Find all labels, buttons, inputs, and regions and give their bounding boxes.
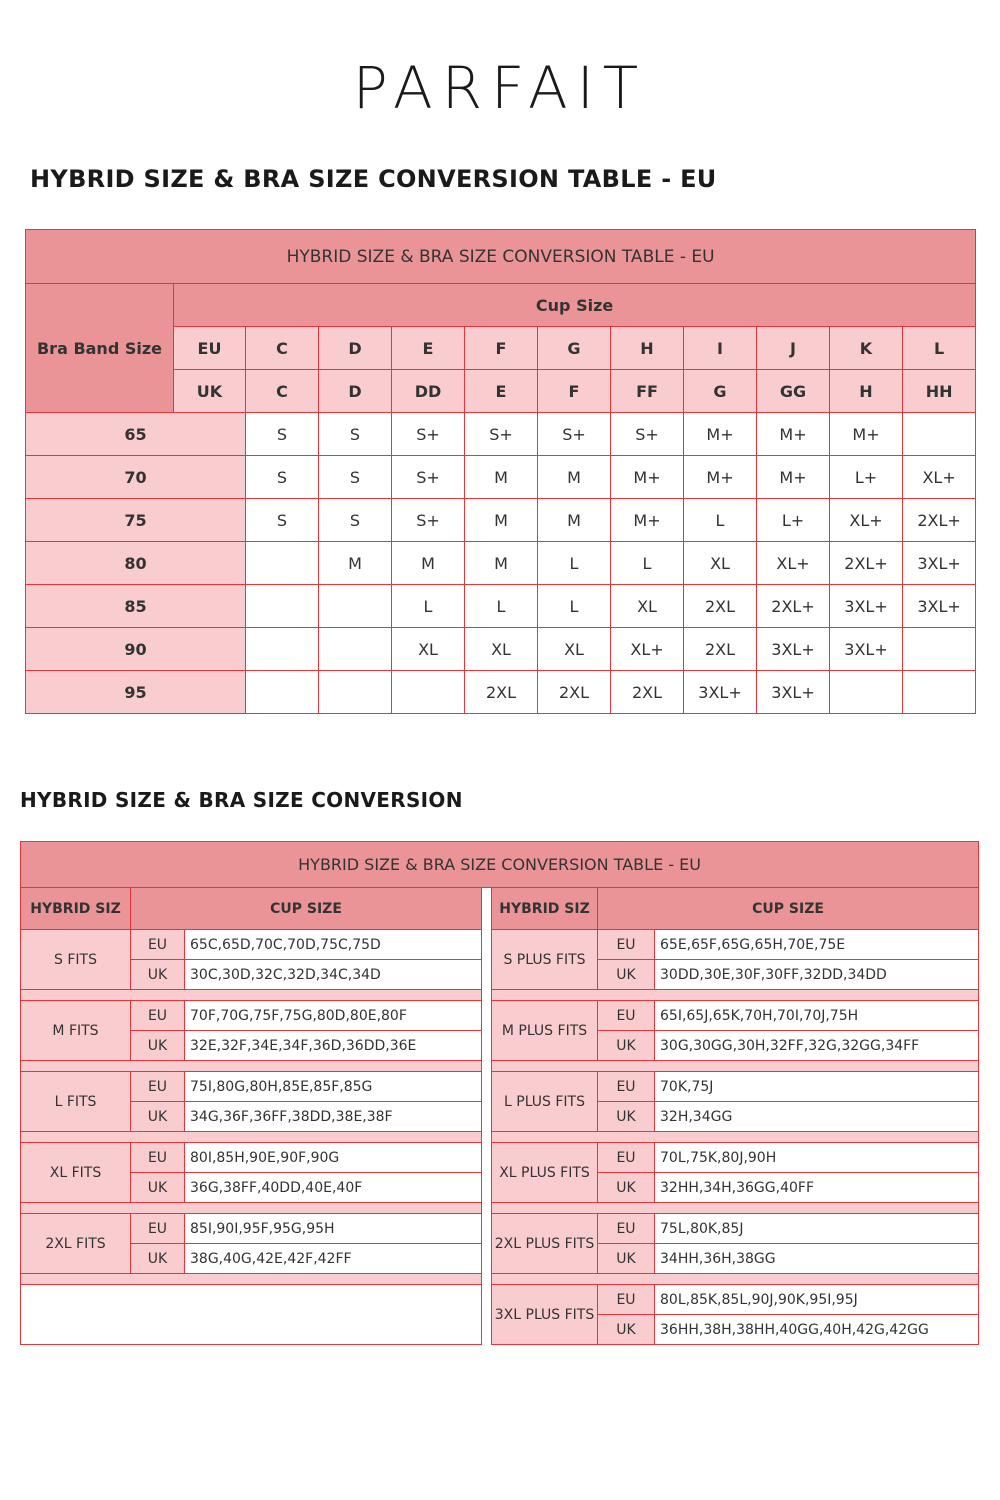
hybrid-size-cell: M+ — [684, 413, 757, 456]
fit-row-eu — [21, 1001, 979, 1031]
hybrid-size-cell: 2XL — [538, 671, 611, 714]
hybrid-size-cell: S — [246, 499, 319, 542]
hybrid-size-cell: S — [319, 499, 392, 542]
uk-cup-cell: F — [538, 370, 611, 413]
hybrid-size-cell: XL+ — [757, 542, 830, 585]
fit-row-eu — [21, 1143, 979, 1173]
band-size-label: 80 — [26, 542, 246, 585]
right-eu-label: EU — [598, 930, 655, 960]
right-uk-label: UK — [598, 1102, 655, 1132]
left-eu-sizes: 70F,70G,75F,75G,80D,80E,80F — [185, 1001, 482, 1031]
hybrid-size-cell — [246, 671, 319, 714]
left-fit-label: XL FITS — [21, 1143, 131, 1203]
fit-row-eu — [21, 1072, 979, 1102]
right-uk-label: UK — [598, 1244, 655, 1274]
fit-row-eu — [21, 1285, 979, 1315]
hybrid-size-cell: 2XL — [684, 585, 757, 628]
hybrid-size-cell: S+ — [611, 413, 684, 456]
column-gap — [482, 1102, 492, 1132]
band-size-label: 95 — [26, 671, 246, 714]
uk-cup-cell: E — [465, 370, 538, 413]
empty-block — [21, 1285, 482, 1345]
hybrid-size-cell: XL — [465, 628, 538, 671]
band-row — [26, 542, 976, 585]
hybrid-size-cell — [246, 585, 319, 628]
hybrid-size-cell: 2XL+ — [903, 499, 976, 542]
right-eu-sizes: 65I,65J,65K,70H,70I,70J,75H — [655, 1001, 979, 1031]
band-row — [26, 585, 976, 628]
column-gap — [482, 1132, 492, 1143]
hybrid-size-cell: S — [319, 413, 392, 456]
hybrid-size-cell: M — [465, 499, 538, 542]
eu-cup-cell: EU — [174, 327, 246, 370]
left-eu-sizes: 65C,65D,70C,70D,75C,75D — [185, 930, 482, 960]
hybrid-size-cell: S — [319, 456, 392, 499]
right-eu-sizes: 80L,85K,85L,90J,90K,95I,95J — [655, 1285, 979, 1315]
uk-cup-cell: DD — [392, 370, 465, 413]
hybrid-size-cell: S+ — [392, 456, 465, 499]
right-spacer — [492, 1203, 979, 1214]
brand-logo: PARFAIT — [352, 54, 648, 122]
hybrid-size-cell: L — [611, 542, 684, 585]
left-spacer — [21, 1061, 482, 1072]
eu-cup-cell: H — [611, 327, 684, 370]
right-fit-label: 2XL PLUS FITS — [492, 1214, 598, 1274]
left-spacer — [21, 1274, 482, 1285]
hybrid-size-cell: S+ — [538, 413, 611, 456]
hybrid-size-cell: XL — [538, 628, 611, 671]
right-eu-label: EU — [598, 1214, 655, 1244]
cup-size-header: Cup Size — [174, 284, 976, 327]
hybrid-size-cell — [903, 671, 976, 714]
uk-cup-cell: GG — [757, 370, 830, 413]
right-eu-sizes: 75L,80K,85J — [655, 1214, 979, 1244]
section-heading-2: HYBRID SIZE & BRA SIZE CONVERSION — [20, 788, 463, 812]
right-fit-label: 3XL PLUS FITS — [492, 1285, 598, 1345]
left-spacer — [21, 990, 482, 1001]
column-gap — [482, 1214, 492, 1244]
left-eu-sizes: 85I,90I,95F,95G,95H — [185, 1214, 482, 1244]
hybrid-size-cell: L — [465, 585, 538, 628]
hybrid-size-cell — [903, 628, 976, 671]
column-gap — [482, 930, 492, 960]
right-uk-sizes: 30G,30GG,30H,32FF,32G,32GG,34FF — [655, 1031, 979, 1061]
left-spacer — [21, 1203, 482, 1214]
right-eu-sizes: 65E,65F,65G,65H,70E,75E — [655, 930, 979, 960]
fit-row-eu — [21, 1214, 979, 1244]
eu-cup-cell: L — [903, 327, 976, 370]
hybrid-size-cell: M+ — [830, 413, 903, 456]
hybrid-size-cell: L+ — [830, 456, 903, 499]
left-uk-label: UK — [131, 1173, 185, 1203]
right-spacer — [492, 1132, 979, 1143]
left-uk-label: UK — [131, 1031, 185, 1061]
eu-cup-cell: E — [392, 327, 465, 370]
spacer-row — [21, 1061, 979, 1072]
hybrid-size-cell: S+ — [392, 413, 465, 456]
hybrid-size-cell: S — [246, 456, 319, 499]
left-uk-sizes: 36G,38FF,40DD,40E,40F — [185, 1173, 482, 1203]
column-gap — [482, 888, 492, 930]
hybrid-size-cell: L+ — [757, 499, 830, 542]
column-gap — [482, 1072, 492, 1102]
column-gap — [482, 1001, 492, 1031]
band-row — [26, 499, 976, 542]
eu-cup-cell: C — [246, 327, 319, 370]
right-uk-label: UK — [598, 960, 655, 990]
hybrid-size-cell: 2XL+ — [757, 585, 830, 628]
right-uk-sizes: 36HH,38H,38HH,40GG,40H,42G,42GG — [655, 1315, 979, 1345]
cup-size-header-right: CUP SIZE — [598, 888, 979, 930]
hybrid-size-cell: 2XL — [465, 671, 538, 714]
hybrid-size-cell: 2XL+ — [830, 542, 903, 585]
eu-cup-cell: D — [319, 327, 392, 370]
right-eu-label: EU — [598, 1072, 655, 1102]
right-uk-label: UK — [598, 1173, 655, 1203]
right-spacer — [492, 990, 979, 1001]
hybrid-size-cell: 3XL+ — [830, 585, 903, 628]
eu-cup-cell: J — [757, 327, 830, 370]
column-gap — [482, 990, 492, 1001]
uk-cup-cell: C — [246, 370, 319, 413]
band-size-label: 75 — [26, 499, 246, 542]
band-size-label: 65 — [26, 413, 246, 456]
column-gap — [482, 1173, 492, 1203]
hybrid-size-cell: M+ — [757, 456, 830, 499]
band-size-label: 90 — [26, 628, 246, 671]
band-size-label: 70 — [26, 456, 246, 499]
uk-cup-cell: G — [684, 370, 757, 413]
hybrid-size-cell: 3XL+ — [757, 671, 830, 714]
column-gap — [482, 1274, 492, 1285]
left-uk-sizes: 30C,30D,32C,32D,34C,34D — [185, 960, 482, 990]
conversion-table-eu — [25, 229, 976, 714]
hybrid-size-cell: XL+ — [830, 499, 903, 542]
table1-title: HYBRID SIZE & BRA SIZE CONVERSION TABLE - EU — [26, 230, 976, 284]
right-spacer — [492, 1061, 979, 1072]
left-uk-label: UK — [131, 1244, 185, 1274]
hybrid-size-cell: XL+ — [611, 628, 684, 671]
hybrid-size-cell: S+ — [465, 413, 538, 456]
spacer-row — [21, 1132, 979, 1143]
hybrid-size-cell — [392, 671, 465, 714]
band-row — [26, 456, 976, 499]
band-row — [26, 413, 976, 456]
column-gap — [482, 1143, 492, 1173]
left-eu-label: EU — [131, 1001, 185, 1031]
left-eu-label: EU — [131, 1143, 185, 1173]
hybrid-size-conversion-table — [20, 841, 979, 1345]
band-row — [26, 628, 976, 671]
right-uk-label: UK — [598, 1315, 655, 1345]
hybrid-size-cell: L — [392, 585, 465, 628]
hybrid-size-cell: XL — [611, 585, 684, 628]
right-uk-label: UK — [598, 1031, 655, 1061]
bra-band-size-header: Bra Band Size — [26, 284, 174, 413]
section-heading-1: HYBRID SIZE & BRA SIZE CONVERSION TABLE - EU — [30, 165, 717, 193]
hybrid-size-cell — [246, 542, 319, 585]
right-uk-sizes: 34HH,36H,38GG — [655, 1244, 979, 1274]
hybrid-size-cell: 3XL+ — [684, 671, 757, 714]
right-spacer — [492, 1274, 979, 1285]
eu-cup-cell: F — [465, 327, 538, 370]
eu-cup-cell: I — [684, 327, 757, 370]
right-uk-sizes: 32H,34GG — [655, 1102, 979, 1132]
left-eu-sizes: 80I,85H,90E,90F,90G — [185, 1143, 482, 1173]
hybrid-size-cell: 3XL+ — [830, 628, 903, 671]
hybrid-size-cell: XL — [684, 542, 757, 585]
right-eu-sizes: 70L,75K,80J,90H — [655, 1143, 979, 1173]
left-spacer — [21, 1132, 482, 1143]
hybrid-size-header-right: HYBRID SIZ — [492, 888, 598, 930]
band-row — [26, 671, 976, 714]
left-eu-label: EU — [131, 1214, 185, 1244]
spacer-row — [21, 1203, 979, 1214]
uk-cup-cell: UK — [174, 370, 246, 413]
spacer-row — [21, 1274, 979, 1285]
hybrid-size-cell: M+ — [684, 456, 757, 499]
hybrid-size-cell — [319, 671, 392, 714]
hybrid-size-cell: 3XL+ — [757, 628, 830, 671]
right-eu-label: EU — [598, 1143, 655, 1173]
eu-cup-cell: G — [538, 327, 611, 370]
left-fit-label: L FITS — [21, 1072, 131, 1132]
right-fit-label: M PLUS FITS — [492, 1001, 598, 1061]
right-uk-sizes: 30DD,30E,30F,30FF,32DD,34DD — [655, 960, 979, 990]
column-gap — [482, 1315, 492, 1345]
uk-cup-cell: HH — [903, 370, 976, 413]
hybrid-size-cell: 2XL — [684, 628, 757, 671]
left-fit-label: S FITS — [21, 930, 131, 990]
right-eu-label: EU — [598, 1285, 655, 1315]
column-gap — [482, 960, 492, 990]
left-uk-sizes: 32E,32F,34E,34F,36D,36DD,36E — [185, 1031, 482, 1061]
left-uk-label: UK — [131, 960, 185, 990]
hybrid-size-cell — [903, 413, 976, 456]
band-size-label: 85 — [26, 585, 246, 628]
hybrid-size-cell: XL+ — [903, 456, 976, 499]
fit-row-eu — [21, 930, 979, 960]
left-fit-label: 2XL FITS — [21, 1214, 131, 1274]
hybrid-size-cell: M — [538, 456, 611, 499]
hybrid-size-cell — [319, 585, 392, 628]
hybrid-size-cell — [830, 671, 903, 714]
right-uk-sizes: 32HH,34H,36GG,40FF — [655, 1173, 979, 1203]
spacer-row — [21, 990, 979, 1001]
hybrid-size-cell: L — [684, 499, 757, 542]
left-fit-label: M FITS — [21, 1001, 131, 1061]
column-gap — [482, 1285, 492, 1315]
table2-title: HYBRID SIZE & BRA SIZE CONVERSION TABLE - EU — [21, 842, 979, 888]
hybrid-size-cell: 3XL+ — [903, 542, 976, 585]
hybrid-size-cell: L — [538, 542, 611, 585]
uk-cup-cell: D — [319, 370, 392, 413]
hybrid-size-cell: 2XL — [611, 671, 684, 714]
uk-cup-cell: H — [830, 370, 903, 413]
left-uk-label: UK — [131, 1102, 185, 1132]
hybrid-size-cell: XL — [392, 628, 465, 671]
hybrid-size-cell: M — [538, 499, 611, 542]
right-eu-sizes: 70K,75J — [655, 1072, 979, 1102]
hybrid-size-cell: M — [465, 456, 538, 499]
hybrid-size-cell: 3XL+ — [903, 585, 976, 628]
right-fit-label: L PLUS FITS — [492, 1072, 598, 1132]
left-eu-label: EU — [131, 930, 185, 960]
right-eu-label: EU — [598, 1001, 655, 1031]
left-uk-sizes: 38G,40G,42E,42F,42FF — [185, 1244, 482, 1274]
hybrid-size-cell: M — [319, 542, 392, 585]
column-gap — [482, 1244, 492, 1274]
hybrid-size-cell: M — [465, 542, 538, 585]
eu-cup-cell: K — [830, 327, 903, 370]
hybrid-size-cell: S — [246, 413, 319, 456]
cup-size-header-left: CUP SIZE — [131, 888, 482, 930]
left-eu-sizes: 75I,80G,80H,85E,85F,85G — [185, 1072, 482, 1102]
right-fit-label: XL PLUS FITS — [492, 1143, 598, 1203]
hybrid-size-header-left: HYBRID SIZ — [21, 888, 131, 930]
hybrid-size-cell — [246, 628, 319, 671]
right-fit-label: S PLUS FITS — [492, 930, 598, 990]
left-uk-sizes: 34G,36F,36FF,38DD,38E,38F — [185, 1102, 482, 1132]
column-gap — [482, 1031, 492, 1061]
uk-cup-cell: FF — [611, 370, 684, 413]
column-gap — [482, 1061, 492, 1072]
hybrid-size-cell: M+ — [757, 413, 830, 456]
hybrid-size-cell: L — [538, 585, 611, 628]
hybrid-size-cell — [319, 628, 392, 671]
left-eu-label: EU — [131, 1072, 185, 1102]
hybrid-size-cell: S+ — [392, 499, 465, 542]
hybrid-size-cell: M+ — [611, 456, 684, 499]
column-gap — [482, 1203, 492, 1214]
hybrid-size-cell: M — [392, 542, 465, 585]
hybrid-size-cell: M+ — [611, 499, 684, 542]
